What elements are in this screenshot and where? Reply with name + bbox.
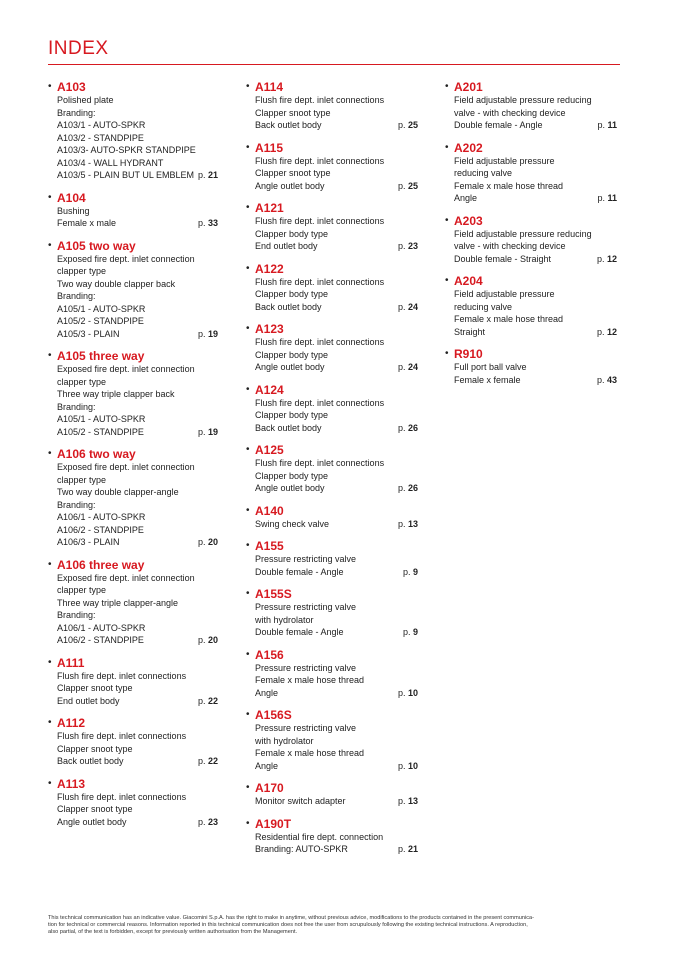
- page-reference: [398, 361, 418, 374]
- page-number: 20: [207, 537, 218, 547]
- description-line: Pressure restricting valve: [255, 554, 357, 564]
- product-code: A113: [57, 776, 86, 791]
- page-reference: [398, 119, 418, 132]
- description-line: Clapper snoot type: [255, 107, 331, 118]
- page-number: 12: [606, 326, 617, 337]
- description-line: Field adjustable pressure: [454, 289, 555, 299]
- description-line: Double female - Straight: [454, 253, 552, 264]
- page-prefix: p.: [596, 253, 605, 264]
- description-line: valve - with checking device: [454, 241, 566, 251]
- page-number: 25: [407, 180, 418, 191]
- index-entry: [445, 141, 617, 205]
- description-line: Female x male hose thread: [454, 180, 564, 191]
- page-prefix: p.: [197, 695, 206, 706]
- description-line: Pressure restricting valve: [255, 723, 357, 733]
- product-code: A115: [255, 140, 284, 155]
- index-entry: [246, 443, 418, 495]
- product-code: A106 two way: [57, 447, 136, 461]
- bullet-icon: •: [48, 717, 52, 728]
- index-entry: [246, 141, 418, 193]
- bullet-icon: •: [246, 782, 250, 793]
- bullet-icon: •: [246, 262, 250, 274]
- index-entry: [445, 347, 617, 386]
- page-prefix: p.: [397, 422, 406, 433]
- description-line: Angle: [255, 687, 279, 698]
- bullet-icon: •: [445, 81, 449, 92]
- product-code: A105 three way: [57, 349, 145, 363]
- index-entry: [48, 349, 218, 438]
- description-line: Straight: [454, 326, 486, 337]
- disclaimer-line: tion for technical or commercial reasons. Information reported in this technical communication does not free the user from scrupulously following the existing technical instructions. A reproduction,: [48, 922, 528, 928]
- page-prefix: p.: [397, 518, 406, 529]
- page-reference: [403, 626, 418, 639]
- bullet-icon: •: [48, 656, 52, 668]
- description-line: Two way double clapper back: [57, 278, 176, 289]
- description-line: clapper type: [57, 474, 107, 485]
- header-rule: [48, 64, 620, 65]
- page-prefix: p.: [197, 170, 206, 180]
- description-line: Clapper snoot type: [57, 683, 133, 693]
- description-line: clapper type: [57, 266, 107, 276]
- product-code: A103: [57, 80, 86, 94]
- bullet-icon: •: [445, 348, 449, 359]
- index-entry: [246, 817, 418, 856]
- index-column-1: [48, 80, 218, 837]
- product-code: A114: [255, 80, 284, 94]
- page-number: 11: [607, 120, 617, 130]
- description-line: Flush fire dept. inlet connections: [57, 670, 187, 681]
- bullet-icon: •: [48, 777, 52, 789]
- description-line: A105/2 - STANDPIPE: [57, 316, 144, 326]
- product-code: A122: [255, 261, 284, 276]
- index-entry: [445, 214, 617, 266]
- bullet-icon: •: [48, 558, 52, 570]
- description-line: A105/2 - STANDPIPE: [57, 426, 144, 437]
- product-code: A170: [255, 781, 284, 795]
- bullet-icon: •: [445, 141, 449, 153]
- page-prefix: p.: [197, 328, 206, 339]
- page-number: 23: [207, 816, 218, 827]
- description-line: Pressure restricting valve: [255, 662, 357, 673]
- page-header: [48, 38, 620, 65]
- bullet-icon: •: [246, 323, 250, 334]
- description-line: Two way double clapper-angle: [57, 487, 179, 497]
- product-code: A112: [57, 716, 86, 730]
- bullet-icon: •: [246, 588, 250, 599]
- page-number: 23: [407, 241, 418, 251]
- description-line: A106/3 - PLAIN: [57, 537, 120, 547]
- description-line: Exposed fire dept. inlet connection: [57, 253, 195, 264]
- page-number: 13: [407, 796, 418, 806]
- page-prefix: p.: [402, 627, 411, 637]
- page-reference: [398, 518, 418, 531]
- page-number: 25: [407, 120, 418, 130]
- description-line: Angle: [255, 760, 279, 771]
- description-line: with hydrolator: [255, 735, 314, 746]
- page-prefix: p.: [597, 120, 605, 130]
- description-line: Field adjustable pressure reducing: [454, 228, 592, 239]
- page-prefix: p.: [596, 326, 605, 337]
- bullet-icon: •: [246, 817, 250, 829]
- page-prefix: p.: [197, 635, 206, 645]
- description-line: Double female - Angle: [255, 566, 344, 577]
- product-code: A156S: [255, 708, 292, 722]
- product-code: A111: [57, 655, 85, 670]
- page-prefix: p.: [402, 566, 411, 577]
- disclaimer-line: This technical communication has an indicative value. Giacomini S.p.A. has the right to make in anytime, without previous advice, modifications to the products contained in the present communica-: [48, 915, 534, 921]
- description-line: reducing valve: [454, 168, 513, 178]
- description-line: Branding: AUTO-SPKR: [255, 844, 348, 854]
- description-line: Flush fire dept. inlet connections: [255, 397, 385, 408]
- page-reference: [198, 426, 218, 439]
- description-line: Female x male hose thread: [255, 675, 365, 685]
- description-line: Clapper body type: [255, 470, 329, 481]
- product-code: A106 three way: [57, 557, 145, 572]
- page-number: 21: [207, 170, 218, 180]
- bullet-icon: •: [445, 275, 449, 286]
- description-line: Exposed fire dept. inlet connection: [57, 364, 195, 374]
- page-number: 10: [407, 687, 418, 698]
- description-line: End outlet body: [255, 241, 318, 251]
- product-code: A203: [454, 213, 483, 228]
- description-line: Bushing: [57, 205, 90, 216]
- description-line: Angle outlet body: [255, 180, 325, 191]
- bullet-icon: •: [48, 448, 52, 459]
- page-number: 43: [606, 374, 617, 385]
- description-line: A105/1 - AUTO-SPKR: [57, 414, 146, 424]
- description-line: Clapper snoot type: [57, 743, 133, 754]
- index-column-2: [246, 80, 418, 865]
- bullet-icon: •: [246, 444, 250, 455]
- index-entry: [445, 274, 617, 338]
- description-line: Exposed fire dept. inlet connection: [57, 462, 195, 472]
- description-line: Female x male hose thread: [255, 748, 365, 758]
- product-code: A123: [255, 322, 284, 336]
- description-line: Double female - Angle: [255, 627, 344, 637]
- description-line: Branding:: [57, 107, 96, 118]
- description-line: Field adjustable pressure reducing: [454, 95, 592, 105]
- description-line: Clapper body type: [255, 289, 329, 299]
- page-reference: [597, 119, 617, 132]
- description-line: clapper type: [57, 376, 107, 387]
- description-line: A103/3- AUTO-SPKR STANDPIPE: [57, 145, 196, 155]
- product-code: A104: [57, 190, 86, 205]
- description-line: Flush fire dept. inlet connections: [57, 731, 187, 741]
- description-line: A106/1 - AUTO-SPKR: [57, 512, 146, 522]
- description-line: Monitor switch adapter: [255, 796, 346, 806]
- page-number: 26: [407, 422, 418, 433]
- description-line: Angle outlet body: [57, 816, 127, 827]
- product-code: A124: [255, 382, 284, 397]
- description-line: Flush fire dept. inlet connections: [255, 155, 385, 166]
- page-reference: [398, 795, 418, 808]
- product-code: A156: [255, 647, 284, 662]
- description-line: Back outlet body: [57, 756, 124, 766]
- index-entry: [246, 383, 418, 435]
- page-number: 33: [207, 218, 218, 228]
- page-reference: [398, 240, 418, 253]
- page-prefix: p.: [197, 426, 206, 437]
- index-entry: [246, 539, 418, 578]
- description-line: Clapper body type: [255, 228, 329, 239]
- product-code: A155: [255, 539, 284, 553]
- page-prefix: p.: [197, 756, 206, 766]
- page-reference: [398, 422, 418, 435]
- disclaimer-line: also partial, of the text is forbidden, except for previously written authorisation from the Management.: [48, 929, 298, 935]
- product-code: R910: [454, 347, 483, 361]
- description-line: Clapper snoot type: [255, 168, 331, 178]
- description-line: with hydrolator: [255, 614, 314, 625]
- bullet-icon: •: [246, 202, 250, 213]
- page-reference: [403, 566, 418, 579]
- description-line: A103/1 - AUTO-SPKR: [57, 120, 146, 130]
- bullet-icon: •: [48, 191, 52, 203]
- description-line: A105/3 - PLAIN: [57, 328, 120, 339]
- description-line: clapper type: [57, 585, 107, 595]
- bullet-icon: •: [246, 383, 250, 395]
- page-reference: [198, 328, 218, 341]
- page-number: 12: [606, 253, 617, 264]
- description-line: Exposed fire dept. inlet connection: [57, 572, 195, 583]
- description-line: A106/2 - STANDPIPE: [57, 635, 144, 645]
- bullet-icon: •: [246, 648, 250, 660]
- description-line: Branding:: [57, 610, 96, 620]
- bullet-icon: •: [48, 350, 52, 361]
- page-number: 10: [407, 760, 418, 771]
- description-line: Clapper snoot type: [57, 804, 133, 814]
- page-reference: [597, 253, 617, 266]
- index-entry: [48, 191, 218, 230]
- description-line: A103/4 - WALL HYDRANT: [57, 157, 164, 168]
- index-entry: [246, 587, 418, 639]
- page-number: 11: [607, 193, 617, 203]
- page-prefix: p.: [397, 241, 406, 251]
- description-line: Angle: [454, 193, 478, 203]
- page-reference: [198, 536, 218, 549]
- page-number: 22: [207, 756, 218, 766]
- page-reference: [398, 843, 418, 856]
- description-line: Angle outlet body: [255, 362, 325, 372]
- description-line: Residential fire dept. connection: [255, 831, 384, 842]
- index-entry: [48, 558, 218, 647]
- page-prefix: p.: [397, 796, 406, 806]
- index-entry: [48, 447, 218, 549]
- description-line: Double female - Angle: [454, 120, 543, 130]
- index-column-3: [445, 80, 617, 395]
- page-number: 19: [207, 328, 218, 339]
- page-reference: [198, 755, 218, 768]
- index-entry: [246, 708, 418, 772]
- index-entry: [445, 80, 617, 132]
- index-entry: [48, 716, 218, 768]
- description-line: Back outlet body: [255, 301, 322, 312]
- page-number: 22: [207, 695, 218, 706]
- description-line: Full port ball valve: [454, 362, 527, 372]
- description-line: Pressure restricting valve: [255, 602, 357, 612]
- page-prefix: p.: [397, 844, 406, 854]
- product-code: A190T: [255, 816, 292, 831]
- index-entry: [246, 648, 418, 700]
- page-reference: [398, 687, 418, 700]
- page-prefix: p.: [397, 483, 406, 493]
- bullet-icon: •: [246, 709, 250, 720]
- index-entry: [48, 80, 218, 182]
- page-reference: [597, 326, 617, 339]
- bullet-icon: •: [246, 141, 250, 153]
- description-line: Branding:: [57, 499, 96, 510]
- page-prefix: p.: [397, 301, 406, 312]
- page-reference: [398, 482, 418, 495]
- product-code: A155S: [255, 587, 292, 601]
- page-prefix: p.: [397, 180, 406, 191]
- description-line: Female x male: [57, 218, 117, 228]
- description-line: Angle outlet body: [255, 483, 325, 493]
- description-line: Three way triple clapper-angle: [57, 597, 179, 608]
- description-line: A103/5 - PLAIN BUT UL EMBLEM: [57, 170, 195, 180]
- page-prefix: p.: [397, 760, 406, 771]
- page-prefix: p.: [596, 374, 605, 385]
- description-line: Field adjustable pressure: [454, 155, 555, 166]
- page-number: 13: [407, 518, 418, 529]
- page-number: 9: [412, 627, 418, 637]
- page-reference: [198, 634, 218, 647]
- page-prefix: p.: [397, 120, 406, 130]
- description-line: A105/1 - AUTO-SPKR: [57, 303, 146, 314]
- index-entry: [48, 777, 218, 829]
- page-number: 24: [407, 301, 418, 312]
- page-prefix: p.: [397, 362, 406, 372]
- description-line: Clapper body type: [255, 410, 329, 420]
- page-reference: [198, 695, 218, 708]
- description-line: A106/2 - STANDPIPE: [57, 524, 144, 535]
- index-entry: [246, 201, 418, 253]
- product-code: A140: [255, 503, 284, 518]
- bullet-icon: •: [246, 540, 250, 551]
- bullet-icon: •: [445, 214, 449, 226]
- product-code: A121: [255, 201, 284, 215]
- page-reference: [198, 816, 218, 829]
- index-entry: [246, 322, 418, 374]
- description-line: Flush fire dept. inlet connections: [255, 337, 385, 347]
- page-title: INDEX: [48, 38, 109, 59]
- description-line: Three way triple clapper back: [57, 389, 175, 399]
- legal-disclaimer: [48, 915, 628, 936]
- bullet-icon: •: [246, 504, 250, 516]
- description-line: Clapper body type: [255, 349, 329, 360]
- page-number: 19: [207, 426, 218, 437]
- page-reference: [398, 180, 418, 193]
- product-code: A204: [454, 274, 483, 288]
- index-entry: [48, 239, 218, 341]
- page-reference: [198, 169, 218, 182]
- page-prefix: p.: [197, 816, 206, 827]
- page-reference: [198, 217, 218, 230]
- description-line: Swing check valve: [255, 518, 330, 529]
- description-line: Back outlet body: [255, 120, 322, 130]
- description-line: Flush fire dept. inlet connections: [255, 458, 385, 468]
- index-entry: [48, 656, 218, 708]
- page-number: 21: [407, 844, 418, 854]
- bullet-icon: •: [246, 81, 250, 92]
- product-code: A201: [454, 80, 483, 94]
- page-prefix: p.: [197, 537, 206, 547]
- description-line: valve - with checking device: [454, 107, 566, 118]
- page-number: 24: [407, 362, 418, 372]
- product-code: A125: [255, 443, 284, 457]
- page-reference: [398, 760, 418, 773]
- index-entry: [246, 781, 418, 808]
- description-line: Flush fire dept. inlet connections: [57, 791, 187, 802]
- description-line: Female x male hose thread: [454, 314, 564, 324]
- description-line: A103/2 - STANDPIPE: [57, 132, 144, 143]
- index-entry: [246, 504, 418, 531]
- index-entry: [246, 80, 418, 132]
- page-reference: [597, 192, 617, 205]
- index-entry: [246, 262, 418, 314]
- description-line: Back outlet body: [255, 422, 322, 433]
- page-number: 9: [412, 566, 418, 577]
- description-line: reducing valve: [454, 301, 513, 312]
- page-number: 26: [407, 483, 418, 493]
- page-prefix: p.: [197, 218, 206, 228]
- page-reference: [398, 301, 418, 314]
- description-line: End outlet body: [57, 695, 120, 706]
- page-reference: [597, 374, 617, 387]
- description-line: Flush fire dept. inlet connections: [255, 276, 385, 287]
- page-prefix: p.: [397, 687, 406, 698]
- bullet-icon: •: [48, 239, 52, 251]
- page-prefix: p.: [597, 193, 605, 203]
- description-line: Female x female: [454, 374, 521, 385]
- description-line: Polished plate: [57, 95, 114, 105]
- description-line: Flush fire dept. inlet connections: [255, 216, 385, 226]
- product-code: A105 two way: [57, 238, 136, 253]
- bullet-icon: •: [48, 81, 52, 92]
- page-number: 20: [207, 635, 218, 645]
- description-line: Flush fire dept. inlet connections: [255, 95, 385, 105]
- description-line: Branding:: [57, 291, 96, 301]
- product-code: A202: [454, 140, 483, 155]
- description-line: Branding:: [57, 401, 96, 412]
- description-line: A106/1 - AUTO-SPKR: [57, 622, 146, 633]
